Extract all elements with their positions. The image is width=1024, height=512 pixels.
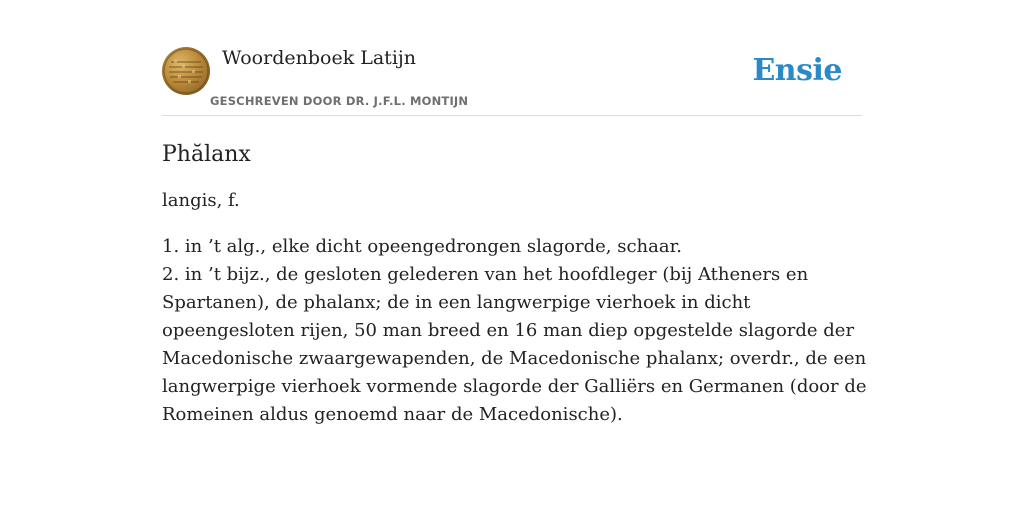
header-divider — [162, 115, 862, 116]
entry-headword: Phălanx — [162, 142, 251, 167]
coin-logo-icon[interactable] — [162, 47, 210, 95]
page-header — [162, 46, 862, 116]
entry-sense-1: 1. in ’t alg., elke dicht opeengedrongen slagorde, schaar. — [162, 236, 682, 257]
brand-logo-link[interactable]: Ensie — [752, 53, 842, 88]
entry-sense-2: 2. in ’t bijz., de gesloten gelederen van het hoofdleger (bij Atheners en Spartanen), de phalanx; de in een langwerpige vierhoek in dicht opeengesloten rijen, 50 man breed en 16 man diep opgestelde slagorde der Macedonische zwaargewapenden, de Macedonische phalanx; overdr., de een langwerpige vierhoek vormende slagorde der Galliërs en Germanen (door de Romeinen aldus genoemd naar de Macedonische). — [162, 264, 867, 425]
dictionary-entry — [162, 140, 867, 429]
author-byline: GESCHREVEN DOOR DR. J.F.L. MONTIJN — [210, 94, 469, 108]
dictionary-title[interactable]: Woordenboek Latijn — [222, 47, 417, 69]
entry-grammar: langis, f. — [162, 190, 240, 211]
